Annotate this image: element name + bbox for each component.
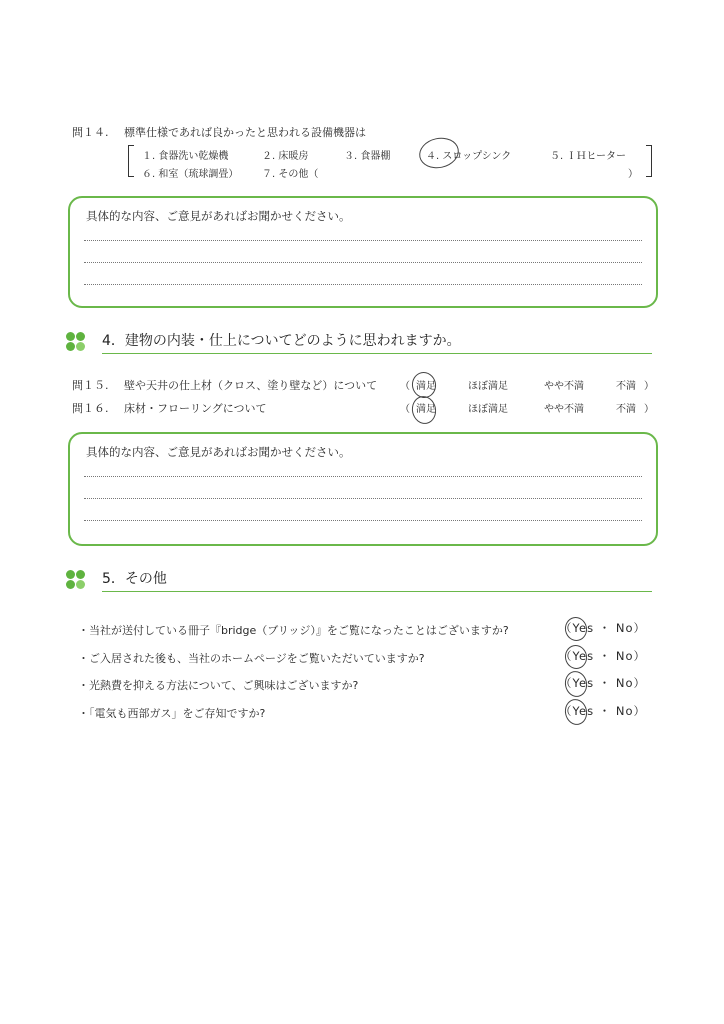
comment-line <box>84 284 642 285</box>
comment-line <box>84 520 642 521</box>
q14-option-4[interactable]: ４. スロップシンク <box>426 151 512 162</box>
q14-bracket-left <box>128 145 134 177</box>
q14-option-7[interactable]: ７. その他（ <box>262 169 319 180</box>
q15-question-text: 壁や天井の仕上材（クロス、塗り壁など）について <box>124 379 378 392</box>
section-4-title: 4．建物の内装・仕上についてどのように思われますか。 <box>102 333 461 349</box>
q14-bracket-right <box>646 145 652 177</box>
q15-close-paren: ） <box>644 381 654 392</box>
section-5-heading <box>66 568 652 592</box>
comment-box-interior[interactable] <box>68 432 658 546</box>
comment-line <box>84 240 642 241</box>
comment-prompt: 具体的な内容、ご意見があればお聞かせください。 <box>86 445 351 459</box>
other-answer-2[interactable]: （Yes ・ No） <box>560 649 647 663</box>
q15-option-mostly-satisfied[interactable]: ほぼ満足 <box>468 381 508 392</box>
comment-prompt: 具体的な内容、ご意見があればお聞かせください。 <box>86 209 351 223</box>
q15-label: 問１５. <box>72 379 109 392</box>
q14-option-1[interactable]: １. 食器洗い乾燥機 <box>142 151 229 162</box>
q16-option-slightly-dissatisfied[interactable]: やや不満 <box>544 404 584 415</box>
other-answer-1[interactable]: （Yes ・ No） <box>560 621 647 635</box>
q15-option-slightly-dissatisfied[interactable]: やや不満 <box>544 381 584 392</box>
comment-box-equipment[interactable] <box>68 196 658 308</box>
q14-option-5[interactable]: ５. ＩＨヒーター <box>550 151 626 162</box>
q14-option-3[interactable]: ３. 食器棚 <box>344 151 391 162</box>
q16-option-dissatisfied[interactable]: 不満 <box>616 404 636 415</box>
q14-option-2[interactable]: ２. 床暖房 <box>262 151 309 162</box>
q14-question-text: 標準仕様であれば良かったと思われる設備機器は <box>124 126 366 139</box>
comment-line <box>84 476 642 477</box>
q16-open-paren: （ <box>400 404 410 415</box>
other-answer-3[interactable]: （Yes ・ No） <box>560 676 647 690</box>
q16-option-mostly-satisfied[interactable]: ほぼ満足 <box>468 404 508 415</box>
other-question-3: ・光熱費を抑える方法について、ご興味はございますか? <box>78 679 359 692</box>
clover-icon <box>66 570 88 590</box>
q15-option-dissatisfied[interactable]: 不満 <box>616 381 636 392</box>
q14-close-paren: ） <box>628 169 638 180</box>
section-divider <box>102 353 652 354</box>
q16-label: 問１６. <box>72 402 109 415</box>
other-question-1: ・当社が送付している冊子『bridge（ブリッジ）』をご覧になったことはございますか? <box>78 624 509 637</box>
q16-close-paren: ） <box>644 404 654 415</box>
other-question-2: ・ご入居された後も、当社のホームページをご覧いただいていますか? <box>78 652 425 665</box>
q14-option-6[interactable]: ６. 和室（琉球調畳） <box>142 169 239 180</box>
q14-label: 問１４. <box>72 126 109 139</box>
selection-circle-mark <box>563 697 590 727</box>
q15-option-satisfied[interactable]: 満足 <box>416 381 436 392</box>
section-5-title: 5．その他 <box>102 571 167 587</box>
selection-circle-mark <box>409 394 438 426</box>
section-4-heading <box>66 330 652 354</box>
comment-line <box>84 498 642 499</box>
section-divider <box>102 591 652 592</box>
clover-icon <box>66 332 88 352</box>
selection-circle-mark <box>416 134 461 172</box>
other-answer-4[interactable]: （Yes ・ No） <box>560 704 647 718</box>
other-question-4: ・「電気も西部ガス」をご存知ですか? <box>78 707 266 720</box>
comment-line <box>84 262 642 263</box>
selection-circle-mark <box>563 669 590 699</box>
q16-question-text: 床材・フローリングについて <box>124 402 267 415</box>
q15-open-paren: （ <box>400 381 410 392</box>
q16-option-satisfied[interactable]: 満足 <box>416 404 436 415</box>
